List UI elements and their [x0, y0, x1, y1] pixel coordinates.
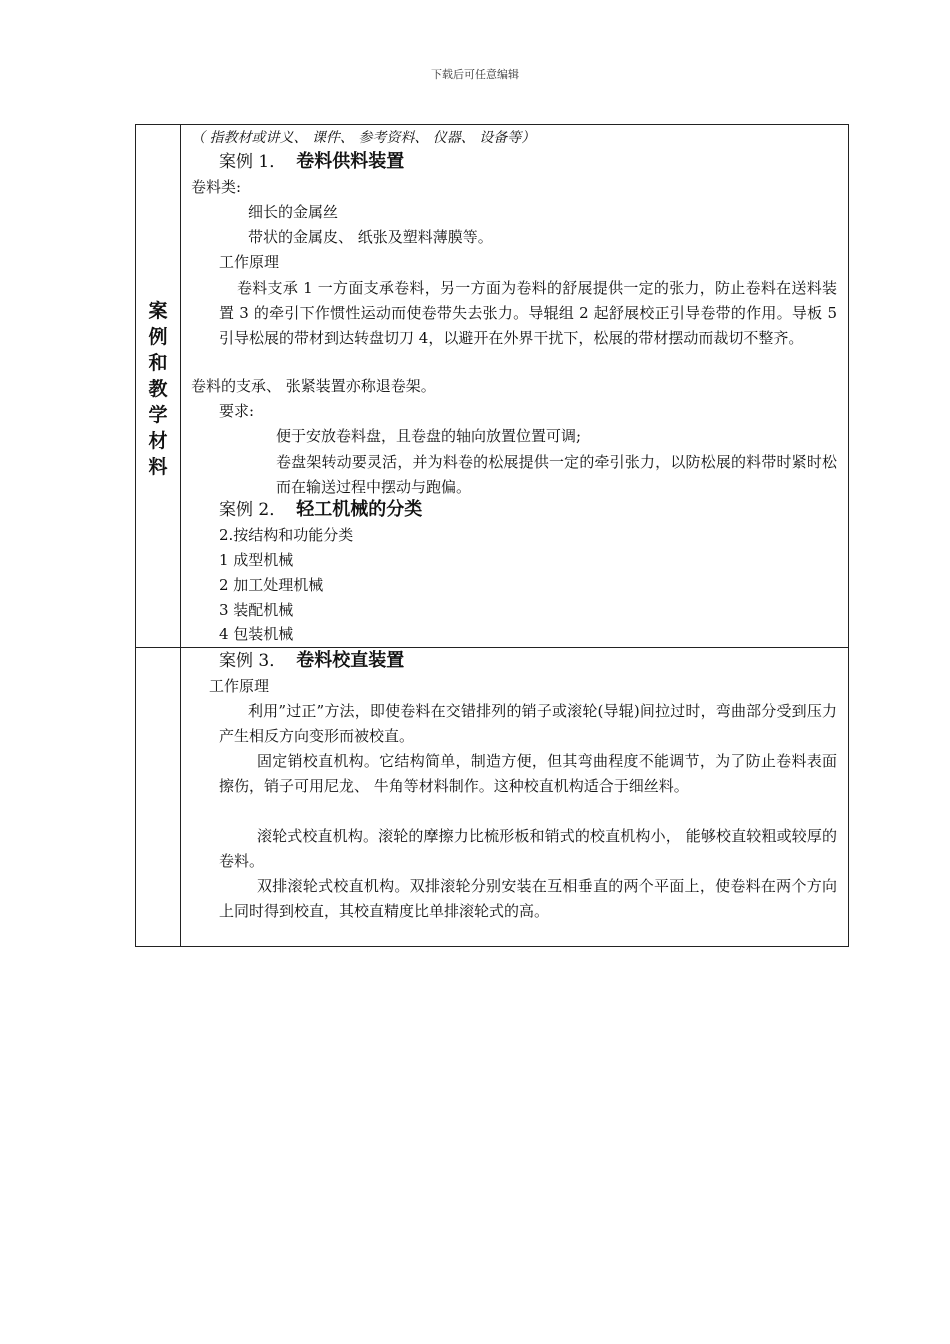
case3-prefix: 案例 3．: [219, 651, 287, 671]
classification-item-2: 2 加工处理机械: [219, 576, 324, 594]
side-label-char: 学: [148, 404, 168, 426]
side-label-char: 教: [148, 378, 168, 400]
side-empty-cell: [136, 648, 181, 947]
case1-title: 卷料供料装置: [296, 151, 405, 172]
case3-heading: [219, 650, 404, 672]
page-header-note: 下载后可任意编辑: [431, 68, 519, 81]
case3-paragraph-4: 双排滚轮式校直机构。双排滚轮分别安装在互相垂直的两个平面上，使卷料在两个方向上同时得到校直，其校直精度比单排滚轮式的高。: [219, 877, 837, 920]
case2-heading: [219, 499, 422, 521]
case2-prefix: 案例 2．: [219, 500, 287, 520]
types-label: 卷料类:: [191, 178, 242, 196]
case1-heading: [219, 151, 404, 173]
classification-label: 2.按结构和功能分类: [219, 526, 354, 544]
case3-principle-label: 工作原理: [209, 677, 270, 695]
requirement-item-2: 卷盘架转动要灵活，并为料卷的松展提供一定的牵引张力，以防松展的料带时紧时松而在输送过程中摆动与跑偏。: [276, 453, 837, 496]
side-label-char: 材: [148, 430, 168, 452]
side-label-char: 例: [148, 326, 168, 348]
table-row-case-materials: [136, 125, 849, 648]
side-label-char: 料: [148, 456, 168, 478]
requirements-label: 要求:: [219, 402, 255, 420]
case3-paragraph-3: 滚轮式校直机构。滚轮的摩擦力比梳形板和销式的校直机构小， 能够校直较粗或较厚的卷料。: [219, 827, 837, 870]
classification-item-3: 3 装配机械: [219, 601, 294, 619]
side-label-cell: [136, 125, 181, 648]
side-label-char: 和: [148, 352, 168, 374]
principle-label: 工作原理: [219, 253, 280, 271]
support-line: 卷料的支承、 张紧装置亦称退卷架。: [191, 377, 436, 395]
classification-item-1: 1 成型机械: [219, 551, 294, 569]
case3-paragraph-1: 利用”过正”方法，即使卷料在交错排列的销子或滚轮(导辊)间拉过时，弯曲部分受到压力产生相反方向变形而被校直。: [219, 702, 837, 745]
case2-title: 轻工机械的分类: [296, 499, 423, 520]
case3-paragraph-2: 固定销校直机构。它结构简单，制造方便，但其弯曲程度不能调节，为了防止卷料表面擦伤，销子可用尼龙、 牛角等材料制作。这种校直机构适合于细丝料。: [219, 752, 837, 795]
content-cell-2: [181, 648, 849, 947]
materials-note: （ 指教材或讲义、 课件、 参考资料、 仪器、 设备等）: [191, 130, 536, 146]
content-cell-1: [181, 125, 849, 648]
side-label-char: 案: [148, 300, 168, 322]
case3-title: 卷料校直装置: [296, 650, 405, 671]
principle-paragraph: 卷料支承 1 一方面支承卷料，另一方面为卷料的舒展提供一定的张力，防止卷料在送料装置 3 的牵引下作惯性运动而使卷带失去张力。导辊组 2 起舒展校正引导卷带的作用。导板 5 引导松展的带材到达转盘切刀 4，以避开在外界干扰下，松展的带材摆动而裁切不整齐。: [219, 279, 837, 347]
type-item-1: 细长的金属丝: [248, 203, 339, 221]
type-item-2: 带状的金属皮、 纸张及塑料薄膜等。: [248, 228, 493, 246]
side-label: [136, 125, 180, 480]
case1-prefix: 案例 1．: [219, 152, 287, 172]
requirement-item-1: 便于安放卷料盘，且卷盘的轴向放置位置可调;: [276, 427, 582, 445]
lesson-table: [135, 124, 849, 947]
table-row-case3: [136, 648, 849, 947]
classification-item-4: 4 包装机械: [219, 625, 294, 643]
